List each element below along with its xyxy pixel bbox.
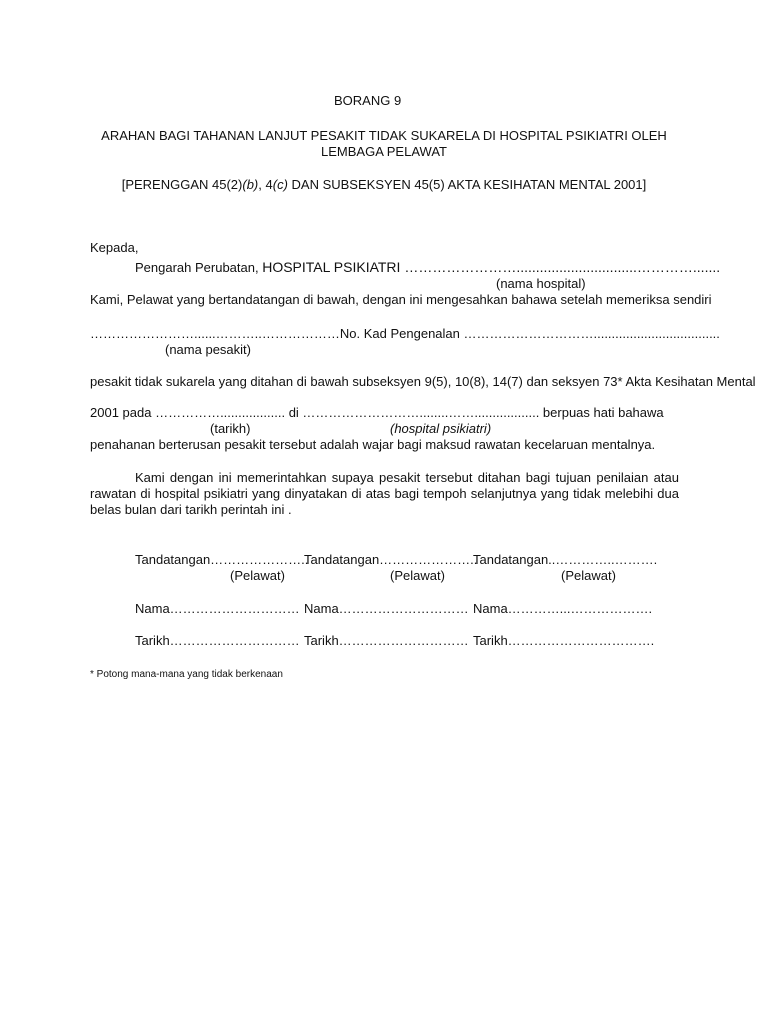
- hospital-name-hint: (nama hospital): [496, 276, 586, 291]
- name-field-2: Nama…………………………: [304, 601, 469, 616]
- name-field-1: Nama…………………………: [135, 601, 300, 616]
- addressee-to: Kepada,: [90, 240, 139, 255]
- ref-part-2: (b): [242, 177, 259, 192]
- signature-field-1: Tandatangan…………………..: [135, 552, 309, 567]
- ref-part-1: [PERENGGAN 45(2): [121, 177, 243, 192]
- date-field-1: Tarikh…………………………: [135, 633, 300, 648]
- intro-text: Kami, Pelawat yang bertandatangan di bawah, dengan ini mengesahkan bahawa setelah memeriksa sendiri: [90, 292, 712, 307]
- ref-part-5: DAN SUBSEKSYEN 45(5) AKTA KESIHATAN MENTAL 2001]: [287, 177, 647, 192]
- date-field-3: Tarikh…………………………….: [473, 633, 655, 648]
- signature-field-2: Tandatangan…………………..: [304, 552, 478, 567]
- visitor-role-2: (Pelawat): [390, 568, 445, 583]
- form-title-line-2: LEMBAGA PELAWAT: [321, 144, 447, 159]
- addressee-line: [135, 259, 720, 276]
- hospital-field: HOSPITAL PSIKIATRI ……………………...............................………….......: [262, 259, 721, 275]
- footnote: * Potong mana-mana yang tidak berkenaan: [90, 669, 283, 680]
- statutory-reference: [0, 177, 768, 193]
- form-number: BORANG 9: [334, 93, 402, 108]
- form-title-line-1: ARAHAN BAGI TAHANAN LANJUT PESAKIT TIDAK SUKARELA DI HOSPITAL PSIKIATRI OLEH: [101, 128, 667, 143]
- signature-field-3: Tandatangan..…………..……….: [473, 552, 658, 567]
- statute-text: pesakit tidak sukarela yang ditahan di bawah subseksyen 9(5), 10(8), 14(7) dan seksyen 73* Akta Kesihatan Mental: [90, 374, 756, 389]
- order-paragraph: Kami dengan ini memerintahkan supaya pesakit tersebut ditahan bagi tujuan penilaian atau rawatan di hospital psikiatri yang dinyatakan di atas bagi tempoh selanjutnya yang tidak melebihi dua belas bulan dari tarikh perintah ini .: [90, 470, 679, 517]
- patient-field-line: ……………………......………..………………No. Kad Pengenalan …………………………...................................: [90, 326, 720, 341]
- visitor-role-3: (Pelawat): [561, 568, 616, 583]
- date-hint: (tarikh): [210, 421, 251, 436]
- psychiatric-hospital-hint: (hospital psikiatri): [390, 421, 492, 436]
- name-field-3: Nama…………...……………….: [473, 601, 653, 616]
- date-field-2: Tarikh…………………………: [304, 633, 469, 648]
- patient-name-hint: (nama pesakit): [165, 342, 251, 357]
- date-location-line: 2001 pada …………….................. di ………………………........…….................. berpuas hati bahawa: [90, 405, 664, 420]
- ref-part-4: (c): [272, 177, 288, 192]
- director-prefix: Pengarah Perubatan,: [135, 260, 263, 275]
- conclusion-text: penahanan berterusan pesakit tersebut adalah wajar bagi maksud rawatan kecelaruan mentalnya.: [90, 437, 656, 452]
- visitor-role-1: (Pelawat): [230, 568, 285, 583]
- ref-part-3: , 4: [258, 177, 273, 192]
